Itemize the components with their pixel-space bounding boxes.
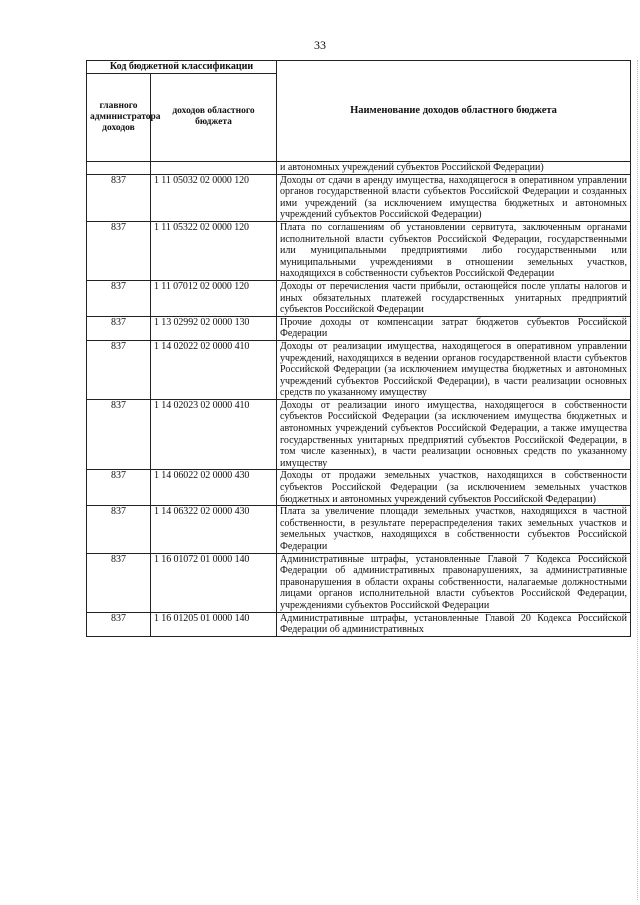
table-row <box>87 221 631 280</box>
table-row <box>87 553 631 612</box>
header-admin-column: главного администратора доходов <box>87 73 151 161</box>
income-code-cell: 1 11 07012 02 0000 120 <box>151 280 277 316</box>
income-name-cell: Доходы от реализации имущества, находящегося в оперативном управлении учреждений, находящихся в ведении органов государственной власти субъектов Российской Федерации (за исключением имущества бюджетных и автономных учреждений субъектов Российской Федерации), в части реализации основных средств по указанному имуществу <box>277 340 631 399</box>
admin-code-cell: 837 <box>87 340 151 399</box>
admin-code-cell: 837 <box>87 316 151 340</box>
admin-code-cell: 837 <box>87 553 151 612</box>
admin-code-cell: 837 <box>87 221 151 280</box>
income-code-cell: 1 14 02023 02 0000 410 <box>151 399 277 470</box>
admin-code-cell: 837 <box>87 399 151 470</box>
income-name-cell: Доходы от реализации иного имущества, находящегося в собственности субъектов Российской Федерации (за исключением имущества бюджетных и автономных учреждений субъектов Российской Федерации, а также имущества государственных унитарных предприятий субъектов Российской Федерации, в том числе казенных), в части реализации основных средств по указанному имуществу <box>277 399 631 470</box>
income-name-cell: Административные штрафы, установленные Главой 7 Кодекса Российской Федерации об административных правонарушениях, за административные правонарушения в области охраны собственности, налагаемые должностными лицами органов исполнительной власти субъектов Российской Федерации, учреждениями субъектов Российской Федерации <box>277 553 631 612</box>
income-code-cell: 1 14 06022 02 0000 430 <box>151 470 277 506</box>
table-row <box>87 316 631 340</box>
continuation-text: и автономных учреждений субъектов Российской Федерации) <box>277 161 631 174</box>
income-name-cell: Административные штрафы, установленные Главой 20 Кодекса Российской Федерации об административных <box>277 612 631 636</box>
table-row <box>87 612 631 636</box>
income-name-cell: Доходы от продажи земельных участков, находящихся в собственности субъектов Российской Федерации (за исключением земельных участков бюджетных и автономных учреждений субъектов Российской Федерации) <box>277 470 631 506</box>
admin-code-cell: 837 <box>87 506 151 553</box>
income-code-cell: 1 16 01205 01 0000 140 <box>151 612 277 636</box>
table-row <box>87 506 631 553</box>
continuation-code-cell <box>151 161 277 174</box>
income-code-cell: 1 13 02992 02 0000 130 <box>151 316 277 340</box>
header-income-column: доходов областного бюджета <box>151 73 277 161</box>
income-name-cell: Плата за увеличение площади земельных участков, находящихся в частной собственности, в результате перераспределения таких земельных участков и земельных участков, находящихся в собственности субъектов Российской Федерации <box>277 506 631 553</box>
admin-code-cell: 837 <box>87 470 151 506</box>
income-name-cell: Прочие доходы от компенсации затрат бюджетов субъектов Российской Федерации <box>277 316 631 340</box>
continuation-row <box>87 161 631 174</box>
page-number: 33 <box>314 38 326 52</box>
table-row <box>87 174 631 221</box>
page-edge-mark <box>633 60 638 900</box>
income-code-cell: 1 14 06322 02 0000 430 <box>151 506 277 553</box>
income-code-cell: 1 11 05032 02 0000 120 <box>151 174 277 221</box>
income-code-cell: 1 11 05322 02 0000 120 <box>151 221 277 280</box>
continuation-admin-cell <box>87 161 151 174</box>
admin-code-cell: 837 <box>87 612 151 636</box>
income-name-cell: Доходы от сдачи в аренду имущества, находящегося в оперативном управлении органов государственной власти субъектов Российской Федерации и созданных ими учреждений (за исключением имущества бюджетных и автономных учреждений субъектов Российской Федерации) <box>277 174 631 221</box>
table-row <box>87 470 631 506</box>
table-row <box>87 340 631 399</box>
income-code-cell: 1 14 02022 02 0000 410 <box>151 340 277 399</box>
budget-classification-table <box>86 60 631 637</box>
income-name-cell: Плата по соглашениям об установлении сервитута, заключенным органами исполнительной власти субъектов Российской Федерации, государственными или муниципальными предприятиями либо государственными или муниципальными учреждениями в отношении земельных участков, находящихся в собственности субъектов Российской Федерации <box>277 221 631 280</box>
income-code-cell: 1 16 01072 01 0000 140 <box>151 553 277 612</box>
header-code-group: Код бюджетной классификации <box>87 61 277 74</box>
admin-code-cell: 837 <box>87 280 151 316</box>
income-name-cell: Доходы от перечисления части прибыли, остающейся после уплаты налогов и иных обязательных платежей государственных унитарных предприятий субъектов Российской Федерации <box>277 280 631 316</box>
table-row <box>87 280 631 316</box>
admin-code-cell: 837 <box>87 174 151 221</box>
table-row <box>87 399 631 470</box>
header-name-column: Наименование доходов областного бюджета <box>277 61 631 162</box>
